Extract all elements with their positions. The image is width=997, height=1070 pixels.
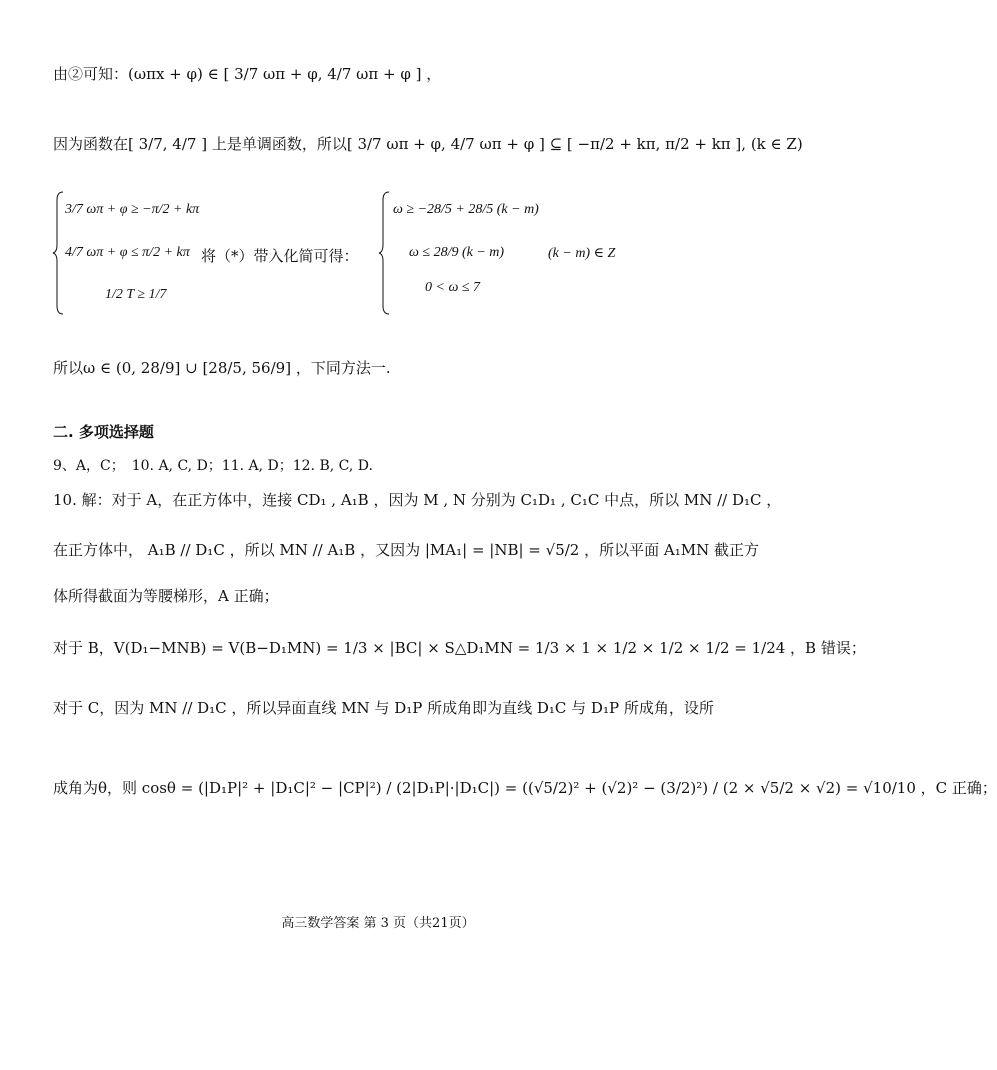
sys-right-3: 0 < ω ≤ 7 (425, 280, 481, 295)
line-4-text: 所以ω ∈ (0, 28/9] ∪ [28/5, 56/9] ，下同方法一. (53, 359, 391, 377)
section-heading: 二. 多项选择题 (53, 423, 154, 441)
left-brace-icon (53, 190, 65, 316)
sys-right-1: ω ≥ −28/5 + 28/5 (k − m) (393, 202, 539, 217)
line-2 (53, 134, 803, 154)
sys-right-2: ω ≤ 28/9 (k − m) (409, 245, 505, 260)
part-c-line-1: 对于 C，因为 MN // D₁C ，所以异面直线 MN 与 D₁P 所成角即为直线 D₁C 与 D₁P 所成角，设所 (53, 699, 714, 717)
line-2-text: 因为函数在[ 3/7, 4/7 ] 上是单调函数，所以[ 3/7 ωπ + φ, 4/7 ωπ + φ ] ⊆ [ −π/2 + kπ, π/2 + kπ ], (k ∈ Z) (53, 135, 803, 153)
part-b-line: 对于 B，V(D₁−MNB) = V(B−D₁MN) = 1/3 × |BC| × S△D₁MN = 1/3 × 1 × 1/2 × 1/2 × 1/2 = 1/24 ，B 错误； (53, 639, 866, 657)
sys-left-2: 4/7 ωπ + φ ≤ π/2 + kπ (65, 245, 190, 260)
right-brace-icon (379, 190, 391, 316)
p10-line-1: 10. 解：对于 A，在正方体中，连接 CD₁ , A₁B ，因为 M , N 分别为 C₁D₁ , C₁C 中点，所以 MN // D₁C ， (53, 491, 782, 509)
line-4 (53, 358, 391, 378)
sys-left-3: 1/2 T ≥ 1/7 (105, 287, 167, 302)
p10-line-2: 在正方体中， A₁B // D₁C ，所以 MN // A₁B ，又因为 |MA₁| = |NB| = √5/2 ，所以平面 A₁MN 截正方 (53, 541, 759, 559)
inequality-system (53, 190, 703, 320)
sys-left-1: 3/7 ωπ + φ ≥ −π/2 + kπ (65, 202, 200, 217)
part-c-line-2: 成角为θ，则 cosθ = (|D₁P|² + |D₁C|² − |CP|²) / (2|D₁P|·|D₁C|) = ((√5/2)² + (√2)² − (3/2)²) / (2 × √5/2 × √2) = √10/10 ，C 正确； (53, 779, 997, 797)
sys-right-cond: (k − m) ∈ Z (548, 246, 616, 261)
line-1 (53, 64, 441, 84)
answers-line: 9、A，C； 10. A, C, D；11. A, D；12. B, C, D. (53, 458, 373, 474)
line-1-text: 由②可知：(ωπx + φ) ∈ [ 3/7 ωπ + φ, 4/7 ωπ + φ ] ， (53, 65, 442, 83)
page-footer: 高三数学答案 第 3 页（共21页） (281, 916, 475, 931)
sys-mid-text: 将（*）带入化简可得： (201, 247, 359, 265)
p10-line-3: 体所得截面为等腰梯形，A 正确； (53, 587, 279, 605)
